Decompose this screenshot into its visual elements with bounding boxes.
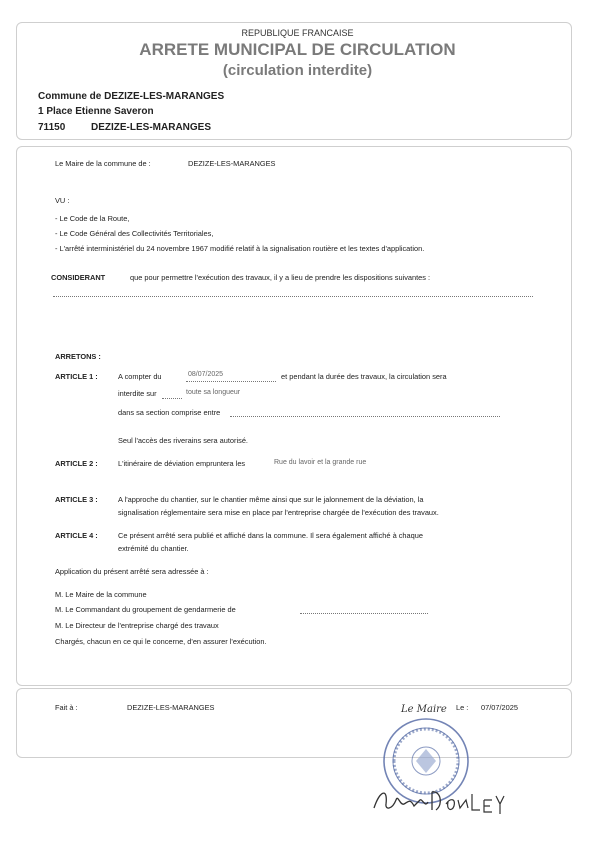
signature-title: Le Maire [401,704,447,715]
commune-name: Commune de DEZIZE-LES-MARANGES [38,91,225,102]
article-4-line-1: Ce présent arrêté sera publié et affiché dans la commune. Il sera également affiché à chaque [118,531,423,540]
article-2-fill: Rue du lavoir et la grande rue [274,459,367,466]
gendarmerie-dotted-line [300,613,428,614]
commune-city: DEZIZE-LES-MARANGES [91,122,211,133]
republic-label: REPUBLIQUE FRANCAISE [241,28,354,38]
article-3-line-1: A l'approche du chantier, sur le chantier même ainsi que sur le jalonnement de la déviation, la [118,495,424,504]
considerant-dotted-line [53,296,533,297]
fait-label: Fait à : [55,703,78,712]
date-value: 07/07/2025 [481,703,518,712]
commune-postcode: 71150 [38,122,66,133]
article-1-a: A compter du [118,372,162,381]
article-4-line-2: extrémité du chantier. [118,544,189,553]
considerant-label: CONSIDERANT [51,273,106,282]
article-1-date-line [186,381,276,382]
recipient-1: M. Le Maire de la commune [55,590,147,599]
document-title: ARRETE MUNICIPAL DE CIRCULATION [139,40,456,59]
article-3-label: ARTICLE 3 : [55,495,98,504]
maire-label: Le Maire de la commune de : [55,159,151,168]
article-2-text: L'itinéraire de déviation empruntera les [118,459,246,468]
date-label: Le : [456,703,469,712]
article-1-e: dans sa section comprise entre [118,408,221,417]
recipient-3: M. Le Directeur de l'entreprise chargé des travaux [55,621,219,630]
vu-item-2: - Le Code Général des Collectivités Territoriales, [55,229,214,238]
application-text: Application du présent arrêté sera adressée à : [55,567,209,576]
mayor-signature [370,780,510,820]
article-2-label: ARTICLE 2 : [55,459,98,468]
article-1-d: toute sa longueur [186,389,241,396]
considerant-text: que pour permettre l'exécution des travaux, il y a lieu de prendre les dispositions suivantes : [130,273,431,282]
article-1-date: 08/07/2025 [188,371,224,378]
vu-item-3: - L'arrêté interministériel du 24 novembre 1967 modifié relatif à la signalisation routière et les textes d'application. [55,244,425,253]
article-1-label: ARTICLE 1 : [55,372,98,381]
commune-address: 1 Place Etienne Saveron [38,106,154,117]
vu-heading: VU : [55,196,70,205]
arretons-heading: ARRETONS : [55,352,101,361]
article-3-line-2: signalisation réglementaire sera mise en place par l'entreprise chargée de l'exécution des travaux. [118,508,439,517]
article-1-road-line [162,398,182,399]
footer-frame [16,688,572,758]
article-1-section-line [230,416,500,417]
document-subtitle: (circulation interdite) [222,62,373,79]
article-1-c: interdite sur [118,389,157,398]
maire-value: DEZIZE-LES-MARANGES [188,159,276,168]
article-4-label: ARTICLE 4 : [55,531,98,540]
article-1-f: Seul l'accès des riverains sera autorisé. [118,436,248,445]
vu-item-1: - Le Code de la Route, [55,214,130,223]
recipient-2: M. Le Commandant du groupement de gendarmerie de [55,605,236,614]
fait-value: DEZIZE-LES-MARANGES [127,703,215,712]
article-1-b: et pendant la durée des travaux, la circulation sera [281,372,447,381]
charges-text: Chargés, chacun en ce qui le concerne, d'en assurer l'exécution. [55,637,267,646]
